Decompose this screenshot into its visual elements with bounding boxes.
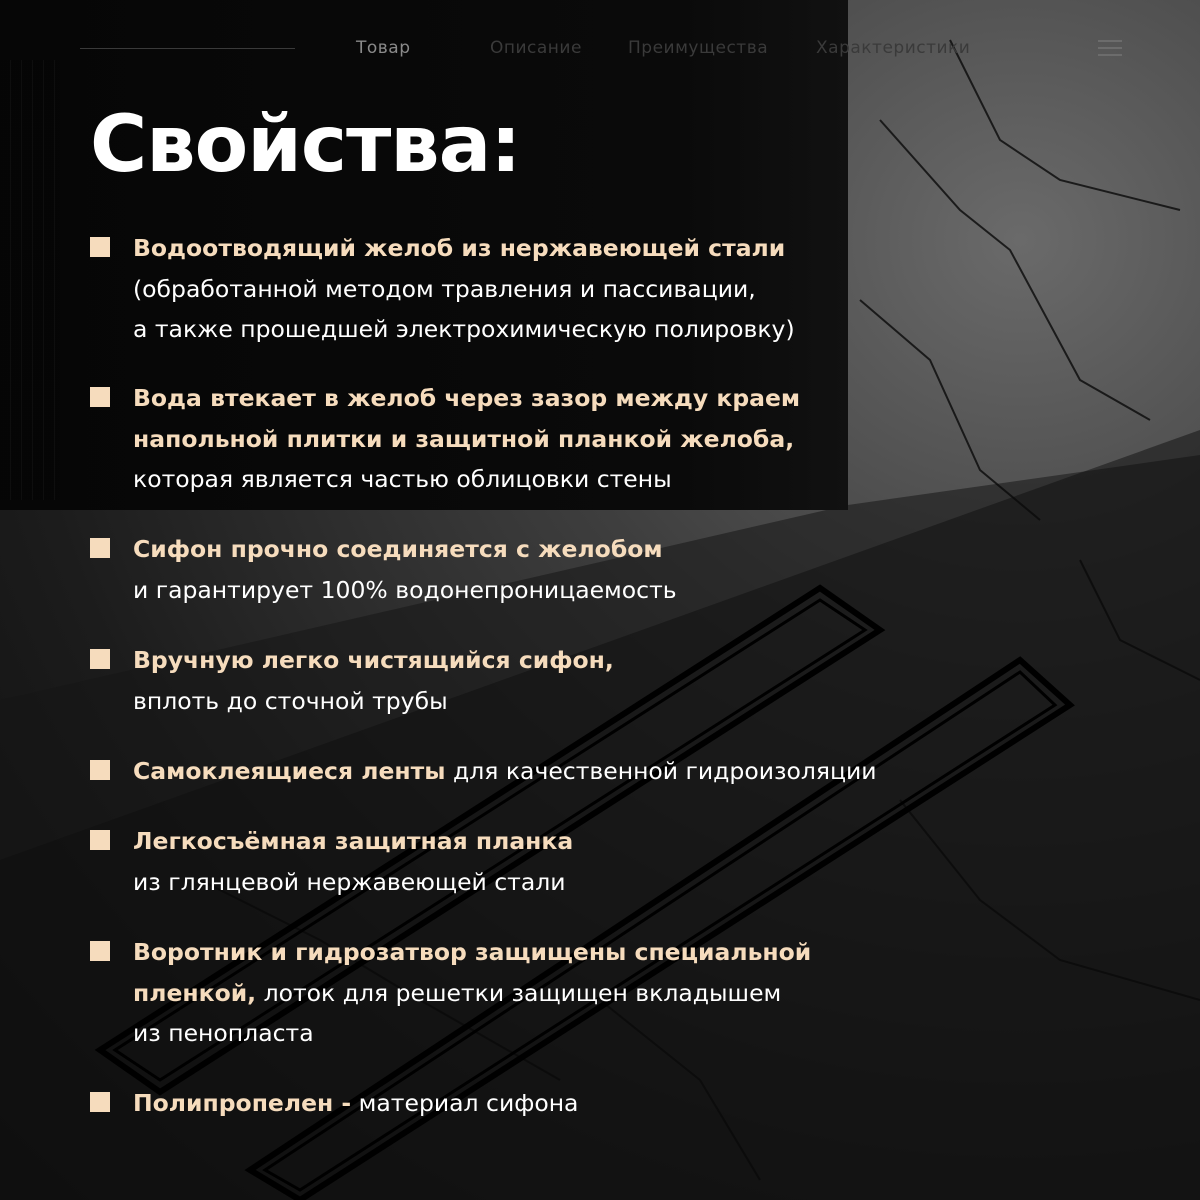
feature-description: и гарантирует 100% водонепроницаемость xyxy=(133,575,677,604)
feature-highlight: Самоклеящиеся ленты xyxy=(133,757,446,785)
square-bullet-icon xyxy=(90,830,110,850)
feature-highlight: Полипропелен - xyxy=(133,1089,352,1117)
feature-highlight: Вручную легко чистящийся сифон, xyxy=(133,646,614,674)
square-bullet-icon xyxy=(90,237,110,257)
square-bullet-icon xyxy=(90,649,110,669)
feature-description: материал сифона xyxy=(351,1089,579,1117)
feature-highlight: напольной плитки и защитной планкой желоба, xyxy=(133,424,795,453)
feature-highlight: Водоотводящий желоб из нержавеющей стали xyxy=(133,234,786,262)
feature-description: для качественной гидроизоляции xyxy=(445,757,877,785)
hamburger-menu-icon[interactable] xyxy=(1098,40,1122,58)
feature-description: а также прошедшей электрохимическую полировку) xyxy=(133,315,795,343)
page-title: Свойства: xyxy=(90,100,521,190)
feature-highlight: Воротник и гидрозатвор защищены специальной xyxy=(133,938,812,966)
nav-item-advantages[interactable]: Преимущества xyxy=(628,38,769,58)
feature-description: (обработанной методом травления и пассивации, xyxy=(133,274,756,303)
square-bullet-icon xyxy=(90,1092,110,1112)
top-navigation xyxy=(0,0,1200,96)
square-bullet-icon xyxy=(90,760,110,780)
square-bullet-icon xyxy=(90,387,110,407)
feature-highlight: пленкой, xyxy=(133,978,257,1007)
feature-description: из глянцевой нержавеющей стали xyxy=(133,867,566,896)
feature-description: которая является частью облицовки стены xyxy=(133,465,672,493)
nav-divider xyxy=(80,48,295,49)
panel-texture xyxy=(0,60,60,500)
nav-item-specs[interactable]: Характеристики xyxy=(816,38,971,58)
feature-description: лоток для решетки защищен вкладышем xyxy=(256,978,782,1007)
square-bullet-icon xyxy=(90,538,110,558)
nav-item-description[interactable]: Описание xyxy=(490,38,582,58)
feature-highlight: Легкосъёмная защитная планка xyxy=(133,827,574,855)
nav-item-product[interactable]: Товар xyxy=(356,38,411,58)
square-bullet-icon xyxy=(90,941,110,961)
feature-highlight: Вода втекает в желоб через зазор между краем xyxy=(133,384,801,412)
feature-highlight: Сифон прочно соединяется с желобом xyxy=(133,535,663,563)
feature-description: из пенопласта xyxy=(133,1019,314,1047)
feature-description: вплоть до сточной трубы xyxy=(133,686,448,715)
